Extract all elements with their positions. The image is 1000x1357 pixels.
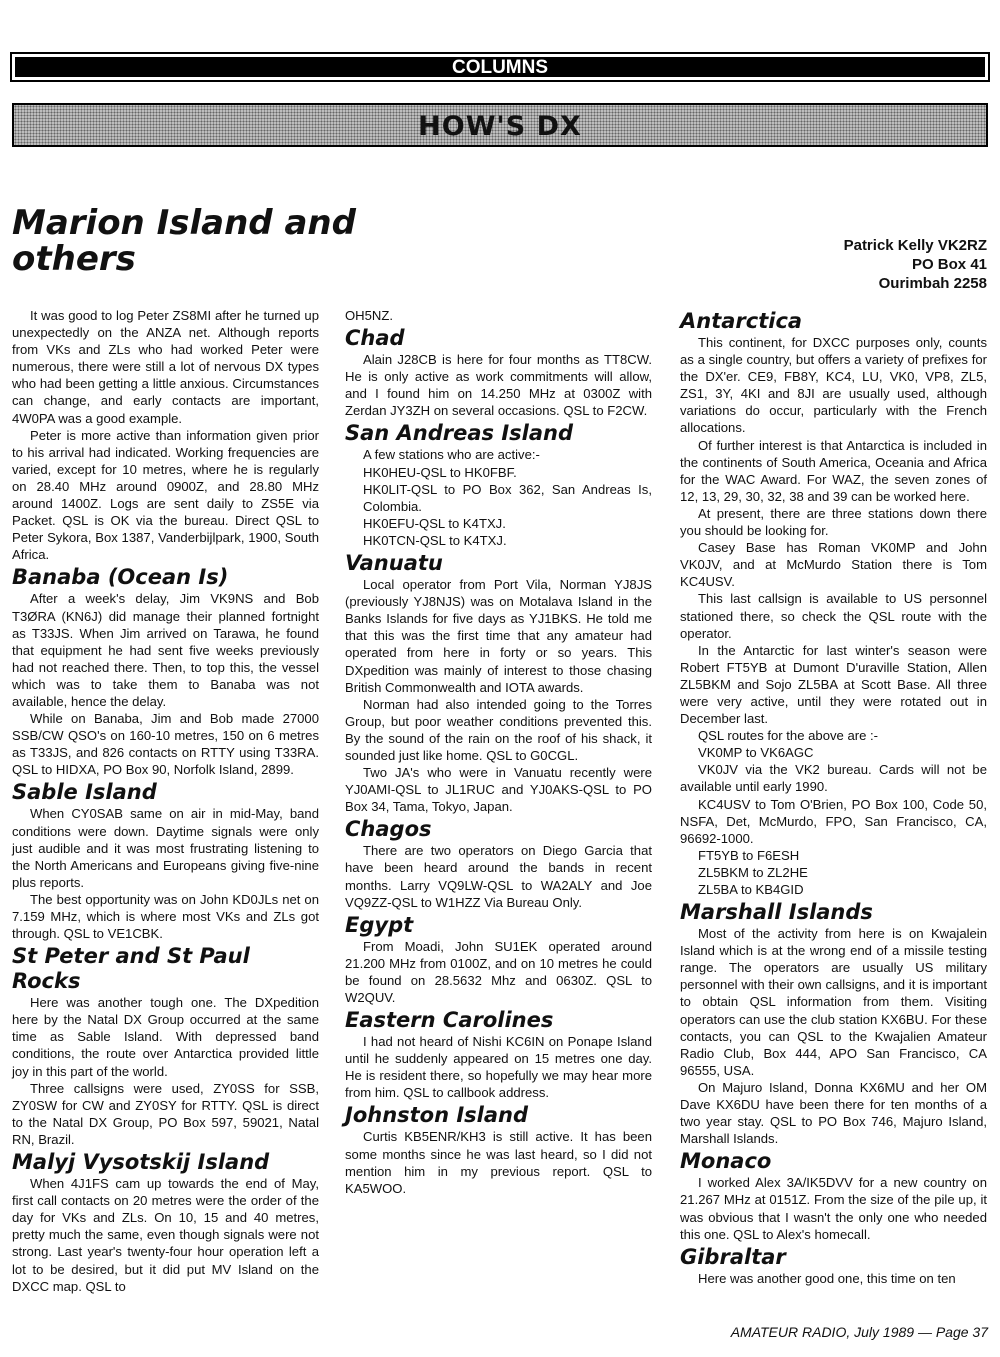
paragraph: HK0TCN-QSL to K4TXJ. [363, 532, 507, 548]
author-name: Patrick Kelly VK2RZ [843, 237, 987, 254]
paragraph: After a week's delay, Jim VK9NS and Bob T3ØRA (KN6J) did manage their planned fortnight as T33JS. When Jim arrived on Tarawa, he found that equipment he had sent five weeks previously had not reached there. Then, to top this, the vessel which was to take them to Banaba was not available, hence the delay. [12, 591, 319, 709]
paragraph: QSL routes for the above are :- [698, 728, 879, 744]
paragraph: HK0EFU-QSL to K4TXJ. [363, 515, 506, 531]
paragraph: Three callsigns were used, ZY0SS for SSB, ZY0SW for CW and ZY0SY for RTTY. QSL is direct to the Natal DX Group, PO Box 597, 59021, Natal RN, Brazil. [12, 1080, 319, 1147]
column-title-box [12, 103, 988, 147]
paragraph: I had not heard of Nishi KC6IN on Ponape Island until he suddenly appeared on 15 metres one day. He is resident there, so hopefully we may hear more from him. QSL to callbook address. [345, 1034, 652, 1101]
paragraph: A few stations who are active:- [363, 447, 540, 463]
paragraph: Norman had also intended going to the Torres Group, but poor weather conditions prevented this. By the sound of the rain on the roof of his shack, it sounded just like home. QSL to G0CGL. [345, 696, 652, 763]
paragraph: In the Antarctic for last winter's season were Robert FT5YB at Dumont D'uraville Station, Allen ZL5BKM and Sojo ZL5BA at Scott Base. All three were very active, until they were rotated out in December last. [680, 642, 987, 727]
section-heading: San Andreas Island [345, 421, 574, 446]
paragraph: Alain J28CB is here for four months as TT8CW. He is only active as work commitments will allow, and I found him on 14.250 MHz at 0300Z with Zerdan JY3ZH on several occasions. QSL to F2CW. [345, 352, 652, 419]
section-label: COLUMNS [15, 57, 985, 77]
paragraph: Curtis KB5ENR/KH3 is still active. It has been some months since he was last heard, so I did not mention him in my previous report. QSL to KA5WOO. [345, 1129, 652, 1196]
section-banner [10, 52, 990, 82]
page-footer: AMATEUR RADIO, July 1989 — Page 37 [730, 1324, 988, 1340]
section-heading: Gibraltar [680, 1244, 786, 1269]
paragraph: ZL5BKM to ZL2HE [698, 864, 808, 880]
paragraph: Two JA's who were in Vanuatu recently were YJ0AMI-QSL to JL1RUC and YJ0AKS-QSL to PO Box 34, Tama, Tokyo, Japan. [345, 765, 652, 815]
paragraph: Here was another good one, this time on ten [698, 1270, 956, 1286]
article-column-3 [680, 307, 987, 1287]
paragraph: Most of the activity from here is on Kwajalein Island which is at the wrong end of a missile testing range. The operators are usually US military personnel with their own callsigns, and it is important to obtain QSL information from them. Visiting operators can use the club station KX6BU. For these contacts, you can QSL to the Kwajalien Amateur Radio Club, Box 444, APO San Francisco, CA 96555, USA. [680, 926, 987, 1078]
paragraph: At present, there are three stations down there you should be looking for. [680, 505, 987, 539]
paragraph: OH5NZ. [345, 308, 394, 323]
paragraph: While on Banaba, Jim and Bob made 27000 SSB/CW QSO's on 160-10 metres, 150 on 6 metres as T33JS, and 826 contacts on RTTY using T33RA. QSL to HIDXA, PO Box 90, Norfolk Island, 2899. [12, 711, 319, 778]
section-heading: Malyj Vysotskij Island [12, 1150, 270, 1175]
paragraph: HK0LIT-QSL to PO Box 362, San Andreas Is, Colombia. [363, 481, 652, 514]
paragraph: FT5YB to F6ESH [698, 847, 800, 863]
paragraph: I worked Alex 3A/IK5DVV for a new country on 21.267 MHz at 0151Z. From the size of the pile up, it was obvious that I wasn't the only one who needed this one. QSL to Alex's homecall. [680, 1175, 987, 1242]
paragraph: KC4USV to Tom O'Brien, PO Box 100, Code 50, NSFA, Det, McMurdo, FPO, San Francisco, CA, 96692-1000. [680, 796, 987, 846]
paragraph: HK0HEU-QSL to HK0FBF. [363, 464, 517, 480]
article-title: Marion Island and others [12, 203, 356, 279]
article-column-1 [12, 307, 319, 1295]
paragraph: VK0MP to VK6AGC [698, 745, 814, 761]
paragraph: This continent, for DXCC purposes only, counts as a single country, but offers a variety of prefixes for the DX'er. CE9, FB8Y, KC4, LU, VK0, VP8, ZL5, ZS1, 3Y, 4KI and 8JI are usually used, although variations do occur, particularly with the French allocations. [680, 335, 987, 436]
section-heading: Banaba (Ocean Is) [12, 565, 229, 590]
section-heading: Monaco [680, 1149, 772, 1174]
paragraph: Local operator from Port Vila, Norman YJ8JS (previously YJ8NJS) was on Motalava Island in the Banks Islands for five days as YJ1BKS. He told me that this was the first time that any amateur had operated from here in forty or so years. This DXpedition was mainly of interest to those chasing British Commonwealth and IOTA awards. [345, 577, 652, 695]
section-heading: Johnston Island [345, 1103, 529, 1128]
section-heading: Chad [345, 326, 405, 351]
section-heading: Vanuatu [345, 551, 443, 576]
section-heading: St Peter and St Paul Rocks [12, 944, 250, 994]
paragraph: When CY0SAB same on air in mid-May, band conditions were down. Daytime signals were only just audible and it was most frustrating listening to the North Americans and Europeans giving five-nine plus reports. [12, 806, 319, 890]
paragraph: VK0JV via the VK2 bureau. Cards will not be available until early 1990. [680, 762, 987, 795]
paragraph: Here was another tough one. The DXpedition here by the Natal DX Group occurred at the same time as Sable Island. With depressed band conditions, the route over Antarctica provided little joy in this part of the world. [12, 995, 319, 1079]
paragraph: This last callsign is available to US personnel stationed there, so check the QSL route with the operator. [680, 591, 987, 641]
author-address: PO Box 41 [911, 256, 987, 273]
paragraph: The best opportunity was on John KD0JLs net on 7.159 MHz, which is where most VKs and ZLs got through. QSL to VE1CBK. [12, 891, 319, 942]
paragraph: It was good to log Peter ZS8MI after he turned up unexpectedly on the ANZA net. Although reports from VKs and ZLs who had worked Peter were numerous, there were still a lot of nervous DX types who had been getting a little anxious. Circumstances can change, and early contacts are important, 4W0PA was a good example. [12, 308, 319, 426]
paragraph: When 4J1FS cam up towards the end of May, first call contacts on 20 metres were the order of the day for VKs and ZLs. On 10, 15 and 40 metres, pretty much the same, even though signals were not strong. Last year's twenty-four hour operation left a lot to be desired, but it did put MV Island on the DXCC map. QSL to [12, 1176, 319, 1294]
paragraph: From Moadi, John SU1EK operated around 21.200 MHz from 0100Z, and on 10 metres he could be found on 28.5632 Mhz and 0630Z. QSL to W2QUV. [345, 938, 652, 1005]
section-heading: Sable Island [12, 780, 157, 805]
section-heading: Chagos [345, 817, 432, 842]
column-title: HOW'S DX [418, 111, 582, 142]
paragraph: Of further interest is that Antarctica is included in the continents of South America, Oceania and Africa for the WAC Award. For WAZ, the seven zones of 12, 13, 29, 30, 32, 38 and 39 can be worked here. [680, 437, 987, 504]
section-heading: Antarctica [680, 309, 803, 333]
author-town: Ourimbah 2258 [878, 275, 987, 292]
paragraph: There are two operators on Diego Garcia that have been heard around the bands in recent months. Larry VQ9LW-QSL to WA2ALY and Joe VQ9ZZ-QSL to W1HZZ Via Bureau Only. [345, 843, 652, 910]
section-heading: Egypt [345, 912, 414, 937]
section-heading: Eastern Carolines [345, 1008, 554, 1033]
section-heading: Marshall Islands [680, 900, 873, 925]
author-block [844, 236, 987, 293]
paragraph: On Majuro Island, Donna KX6MU and her OM Dave KX6DU have been there for ten months of a two year stay. QSL to PO Box 746, Majuro Island, Marshall Islands. [680, 1079, 987, 1147]
paragraph: Casey Base has Roman VK0MP and John VK0JV, and at McMurdo Station there is Tom KC4USV. [680, 540, 987, 590]
paragraph: Peter is more active than information given prior to his arrival had indicated. Working frequencies are varied, except for 10 metres, where he is regularly on 28.40 MHz around 0900Z, and 28.80 MHz around 1400Z. Logs are sent daily to ZS5E via Packet. QSL is OK via the bureau. Direct QSL to Peter Sykora, Box 1387, Vanderbijlpark, 1900, South Africa. [12, 427, 319, 563]
article-column-2 [345, 307, 652, 1197]
paragraph: ZL5BA to KB4GID [698, 882, 804, 897]
